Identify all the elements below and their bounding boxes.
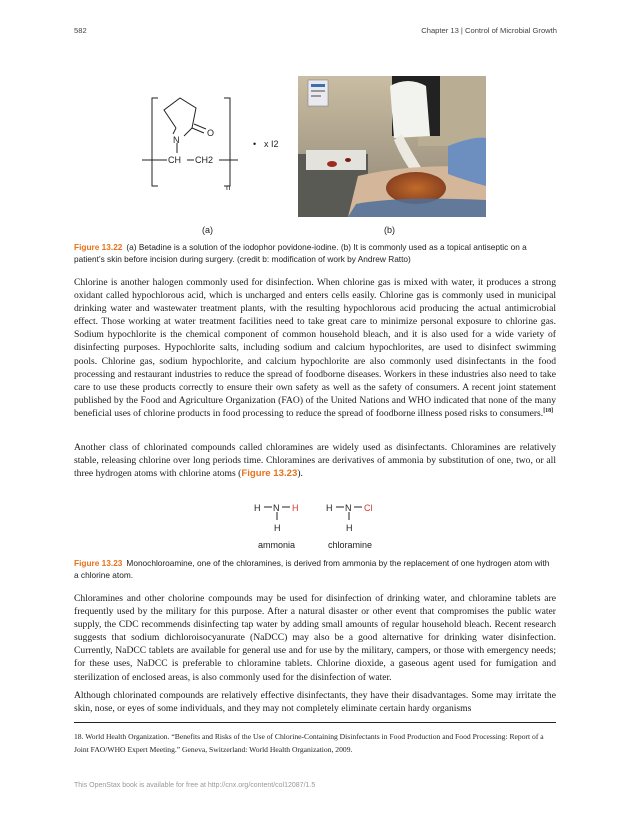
surgery-photo — [298, 76, 486, 217]
chloramine-structures — [250, 500, 390, 555]
paragraph-chloramines-text: Another class of chlorinated compounds called chloramines are widely used as disinfectants. Chloramines are relatively stable, releasing chlorine over long periods time. Chloramines are derivatives of ammonia by substitution of one, two, or all three hydrogen atoms with chlorine atoms ( — [74, 442, 556, 480]
chloramine-cl: Cl — [364, 503, 373, 513]
figure-13-22-label: Figure 13.22 — [74, 242, 123, 252]
ammonia-n: N — [273, 503, 280, 513]
atom-o: O — [207, 128, 215, 138]
paragraph-chloramines — [74, 441, 556, 480]
footnote-divider — [74, 722, 556, 723]
paragraph-disinfection-water — [74, 592, 556, 684]
page-footer: This OpenStax book is available for free at http://cnx.org/content/col12087/1.5 — [74, 782, 316, 789]
figure-13-23-link[interactable]: Figure 13.23 — [241, 468, 298, 480]
figure-13-23-caption — [74, 558, 556, 581]
ammonia-name: ammonia — [258, 540, 296, 550]
chloramine-n: N — [345, 503, 352, 513]
figure-13-23-label: Figure 13.23 — [74, 558, 123, 568]
chapter-header: Chapter 13 | Control of Microbial Growth — [421, 26, 557, 35]
paragraph-disadvantages — [74, 689, 556, 715]
paragraph-chlorine — [74, 276, 556, 420]
paragraph-chlorine-text: Chlorine is another halogen commonly used for disinfection. When chlorine gas is mixed with water, it produces a strong oxidant called hypochlorous acid, which is uncharged and enters cells easily. Chlorine gas is commonly used in municipal drinking water and wastewater treatment plants, with the resulting hypochlorous acid producing the actual antimicrobial effect. Those working at water treatment facilities need to take great care to minimize personal exposure to chlorine gas. Sodium hypochlorite is the chemical component of common household bleach, and it is also used for a wide variety of disinfecting purposes. Hypochlorite salts, including sodium and calcium hypochlorites, are used to disinfect swimming pools. Chlorine gas, sodium hypochlorite, and calcium hypochlorite are also commonly used disinfectants in the food processing and restaurant industries to reduce the spread of foodborne diseases. Workers in these industries also need to take care to use these products correctly to ensure their own safety as well as the safety of consumers. A recent joint statement published by the Food and Agriculture Organization (FAO) of the United Nations and WHO indicated that none of the many beneficial uses of chlorine products in food processing to reduce the spread of foodborne illness posed risks to consumers. — [74, 277, 556, 419]
chloramine-left-h: H — [326, 503, 333, 513]
page-number: 582 — [74, 26, 87, 35]
panel-b-label: (b) — [384, 225, 395, 235]
figure-13-23-caption-text: Monochloroamine, one of the chloramines, is derived from ammonia by the replacement of one hydrogen atom with a chlorine atom. — [74, 558, 550, 580]
paragraph-disadvantages-text: Although chlorinated compounds are relatively effective disinfectants, they have their disadvantages. Some may irritate the skin, nose, or eyes of some individuals, and they may not completely eliminate certain hardy organisms — [74, 690, 556, 715]
atom-n: N — [173, 135, 180, 145]
iodine-label: x I2 — [264, 139, 279, 149]
figure-13-22-caption — [74, 242, 556, 265]
ammonia-left-h: H — [254, 503, 261, 513]
paragraph-chloramines-end: ). — [297, 468, 303, 480]
chain-ch2: CH2 — [195, 155, 214, 165]
figure-13-22-caption-text: (a) Betadine is a solution of the iodophor povidone-iodine. (b) It is commonly used as a topical antiseptic on a patient’s skin before incision during surgery. (credit b: modification of work by Andrew Ratto) — [74, 242, 527, 264]
footnote-ref-18[interactable]: [18] — [543, 407, 554, 414]
chloramine-name: chloramine — [328, 540, 373, 550]
footnote-18: 18. World Health Organization. “Benefits and Risks of the Use of Chlorine-Containing Disinfectants in Food Production and Food Processing: Report of a Joint FAO/WHO Expert Meeting.” Geneva, Switzerland: World Health Organization, 2009. — [74, 732, 544, 754]
bullet-dot: • — [253, 139, 257, 149]
ammonia-bottom-h: H — [274, 523, 281, 533]
panel-a-label: (a) — [202, 225, 213, 235]
ammonia-right-h: H — [292, 503, 299, 513]
povidone-iodine-structure — [140, 90, 290, 200]
paragraph-disinfection-water-text: Chloramines and other cholorine compounds may be used for disinfection of drinking water, and chloramine tablets are frequently used by the military for this purpose. After a natural disaster or other event that compromises the public water supply, the CDC recommends disinfecting tap water by adding small amounts of regular household bleach. Recent research suggests that sodium dichloroisocyanurate (NaDCC) may also be a good alternative for drinking water disinfection. Currently, NaDCC tablets are available for general use and for use by the military, campers, or those with emergency needs; for these uses, NaDCC is preferable to chloramine tablets. Chlorine dioxide, a gaseous agent used for fumigation and sterilization of enclosed areas, is also commonly used for the disinfection of water. — [74, 593, 556, 683]
chain-ch: CH — [168, 155, 181, 165]
chloramine-bottom-h: H — [346, 523, 353, 533]
subscript-n: n — [226, 183, 231, 192]
